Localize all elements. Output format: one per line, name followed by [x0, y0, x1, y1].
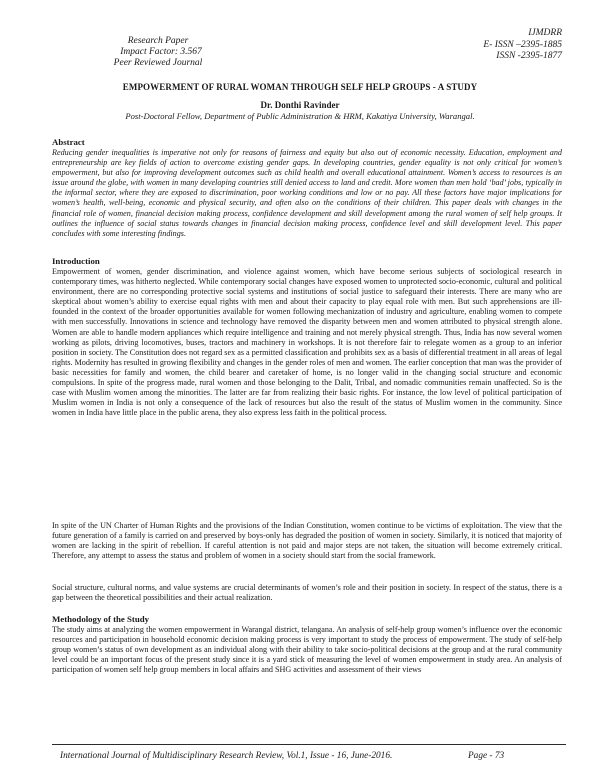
abstract-heading: Abstract [52, 137, 85, 147]
paper-type: Research Paper [127, 36, 189, 46]
journal-acronym: IJMDRR [528, 28, 562, 38]
journal-info-left [88, 36, 228, 69]
footer-journal-citation: International Journal of Multidisciplinary Research Review, Vol.1, Issue - 16, June-2016. [60, 751, 393, 761]
paper-title: EMPOWERMENT OF RURAL WOMAN THROUGH SELF HELP GROUPS - A STUDY [122, 82, 478, 92]
introduction-paragraph-2: In spite of the UN Charter of Human Rights and the provisions of the Indian Constitution, women continue to be victims of exploitation. The view that the future generation of a family is carried on and preserved by boys-only has degraded the position of women in society. Similarly, it is noticed that majority of women are lacking in the spirit of rebellion. If careful attention is not paid and major steps are not taken, the situation will become extremely critical. Therefore, any attempt to assess the status and problem of women in a society should start from the social framework. [52, 521, 562, 561]
page-number: Page - 73 [468, 751, 505, 761]
peer-reviewed: Peer Reviewed Journal [113, 58, 203, 68]
issn: ISSN -2395-1877 [496, 51, 562, 61]
journal-info-right [452, 28, 562, 63]
impact-factor: Impact Factor: 3.567 [120, 47, 202, 57]
methodology-text: The study aims at analyzing the women empowerment in Warangal district, telangana. An analysis of self-help group women’s influence over the economic resources and participation in household economic decision making process is very important to study the process of empowerment. The study of self-help group women’s status of own development as an individual along with their ability to take socio-political decisions at the group and at the rural community level could be an important focus of the present study since it is a yard stick of measuring the level of women empowerment in study area. An analysis of participation of women self help group members in local affairs and SHG activities and assessment of their views [52, 625, 562, 675]
page-footer [60, 751, 570, 761]
introduction-heading: Introduction [52, 256, 100, 266]
footer-divider [52, 744, 566, 745]
methodology-heading: Methodology of the Study [52, 614, 150, 624]
author-name: Dr. Donthi Ravinder [260, 100, 340, 110]
introduction-paragraph-1: Empowerment of women, gender discrimination, and violence against women, which have become serious subjects of sociological research in contemporary times, was hitherto neglected. While contemporary social changes have exposed women to unprotected socio-economic, cultural and political environment, there are no corresponding protective social systems and institutions of social justice to safeguard their interests. There are many who are skeptical about women’s ability to exercise equal rights with men and about their capacity to play equal role with men. But such apprehensions are ill-founded in the context of the broader opportunities available for women following mechanization of industry and agriculture, enabling women to compete with men successfully. Innovations in science and technology have removed the disparity between men and women attributed to physical strength alone. Women are able to handle modern appliances which require intelligence and training and not merely physical strength. Thus, India has now several women working as pilots, driving locomotives, buses, tractors and machinery in workshops. It is not therefore fair to relegate women as a group to an inferior position in society. The Constitution does not regard sex as a permitted classification and prohibits sex as a basis of differential treatment in all areas of legal rights. Modernity has resulted in growing flexibility and changes in the gender roles of men and women. The earlier conception that man was the provider of basic necessities for family and women, the child bearer and caretaker of home, is no longer valid in the changing social structure and economic compulsions. In spite of the progress made, rural women and those belonging to the Dalit, Tribal, and nomadic communities remain unaffected. So is the case with Muslim women among the minorities. The latter are far from realizing their basic rights. For instance, the low level of political participation of Muslim women in India is not only a consequence of the lack of resources but also the result of the status of Muslim women in the community. Since women in India have little place in the public arena, they also express less faith in the political process. [52, 267, 563, 418]
author-affiliation: Post-Doctoral Fellow, Department of Public Administration & HRM, Kakatiya University, Warangal. [125, 111, 475, 121]
abstract-text: Reducing gender inequalities is imperative not only for reasons of fairness and equity but also out of economic necessity. Education, employment and entrepreneurship are key fields of action to overcome existing gender gaps. In developing countries, gender equality is not only critical for women’s empowerment, but also for improving development outcomes such as child health and overall educational attainment. Women’s access to resources is an issue around the globe, with women in many developing countries still denied access to land and credit. More women than men hold ‘bad’ jobs, typically in the informal sector, where they are exposed to discrimination, poor working conditions and low or no pay. All these factors have major implications for women’s health, well-being, economic and physical security, and often also on the conditions of their children. This paper deals with changes in the financial role of women, financial decision making process, confidence development and skill development among the rural women of self help groups. It outlines the influence of social status towards changes in financial decision making process, confidence level and skill development level. This paper concludes with some interesting findings. [52, 148, 562, 238]
introduction-paragraph-3: Social structure, cultural norms, and value systems are crucial determinants of women’s role and their position in society. In respect of the status, there is a gap between the theoretical possibilities and their actual realization. [52, 583, 562, 603]
e-issn: E- ISSN –2395-1885 [483, 39, 562, 50]
